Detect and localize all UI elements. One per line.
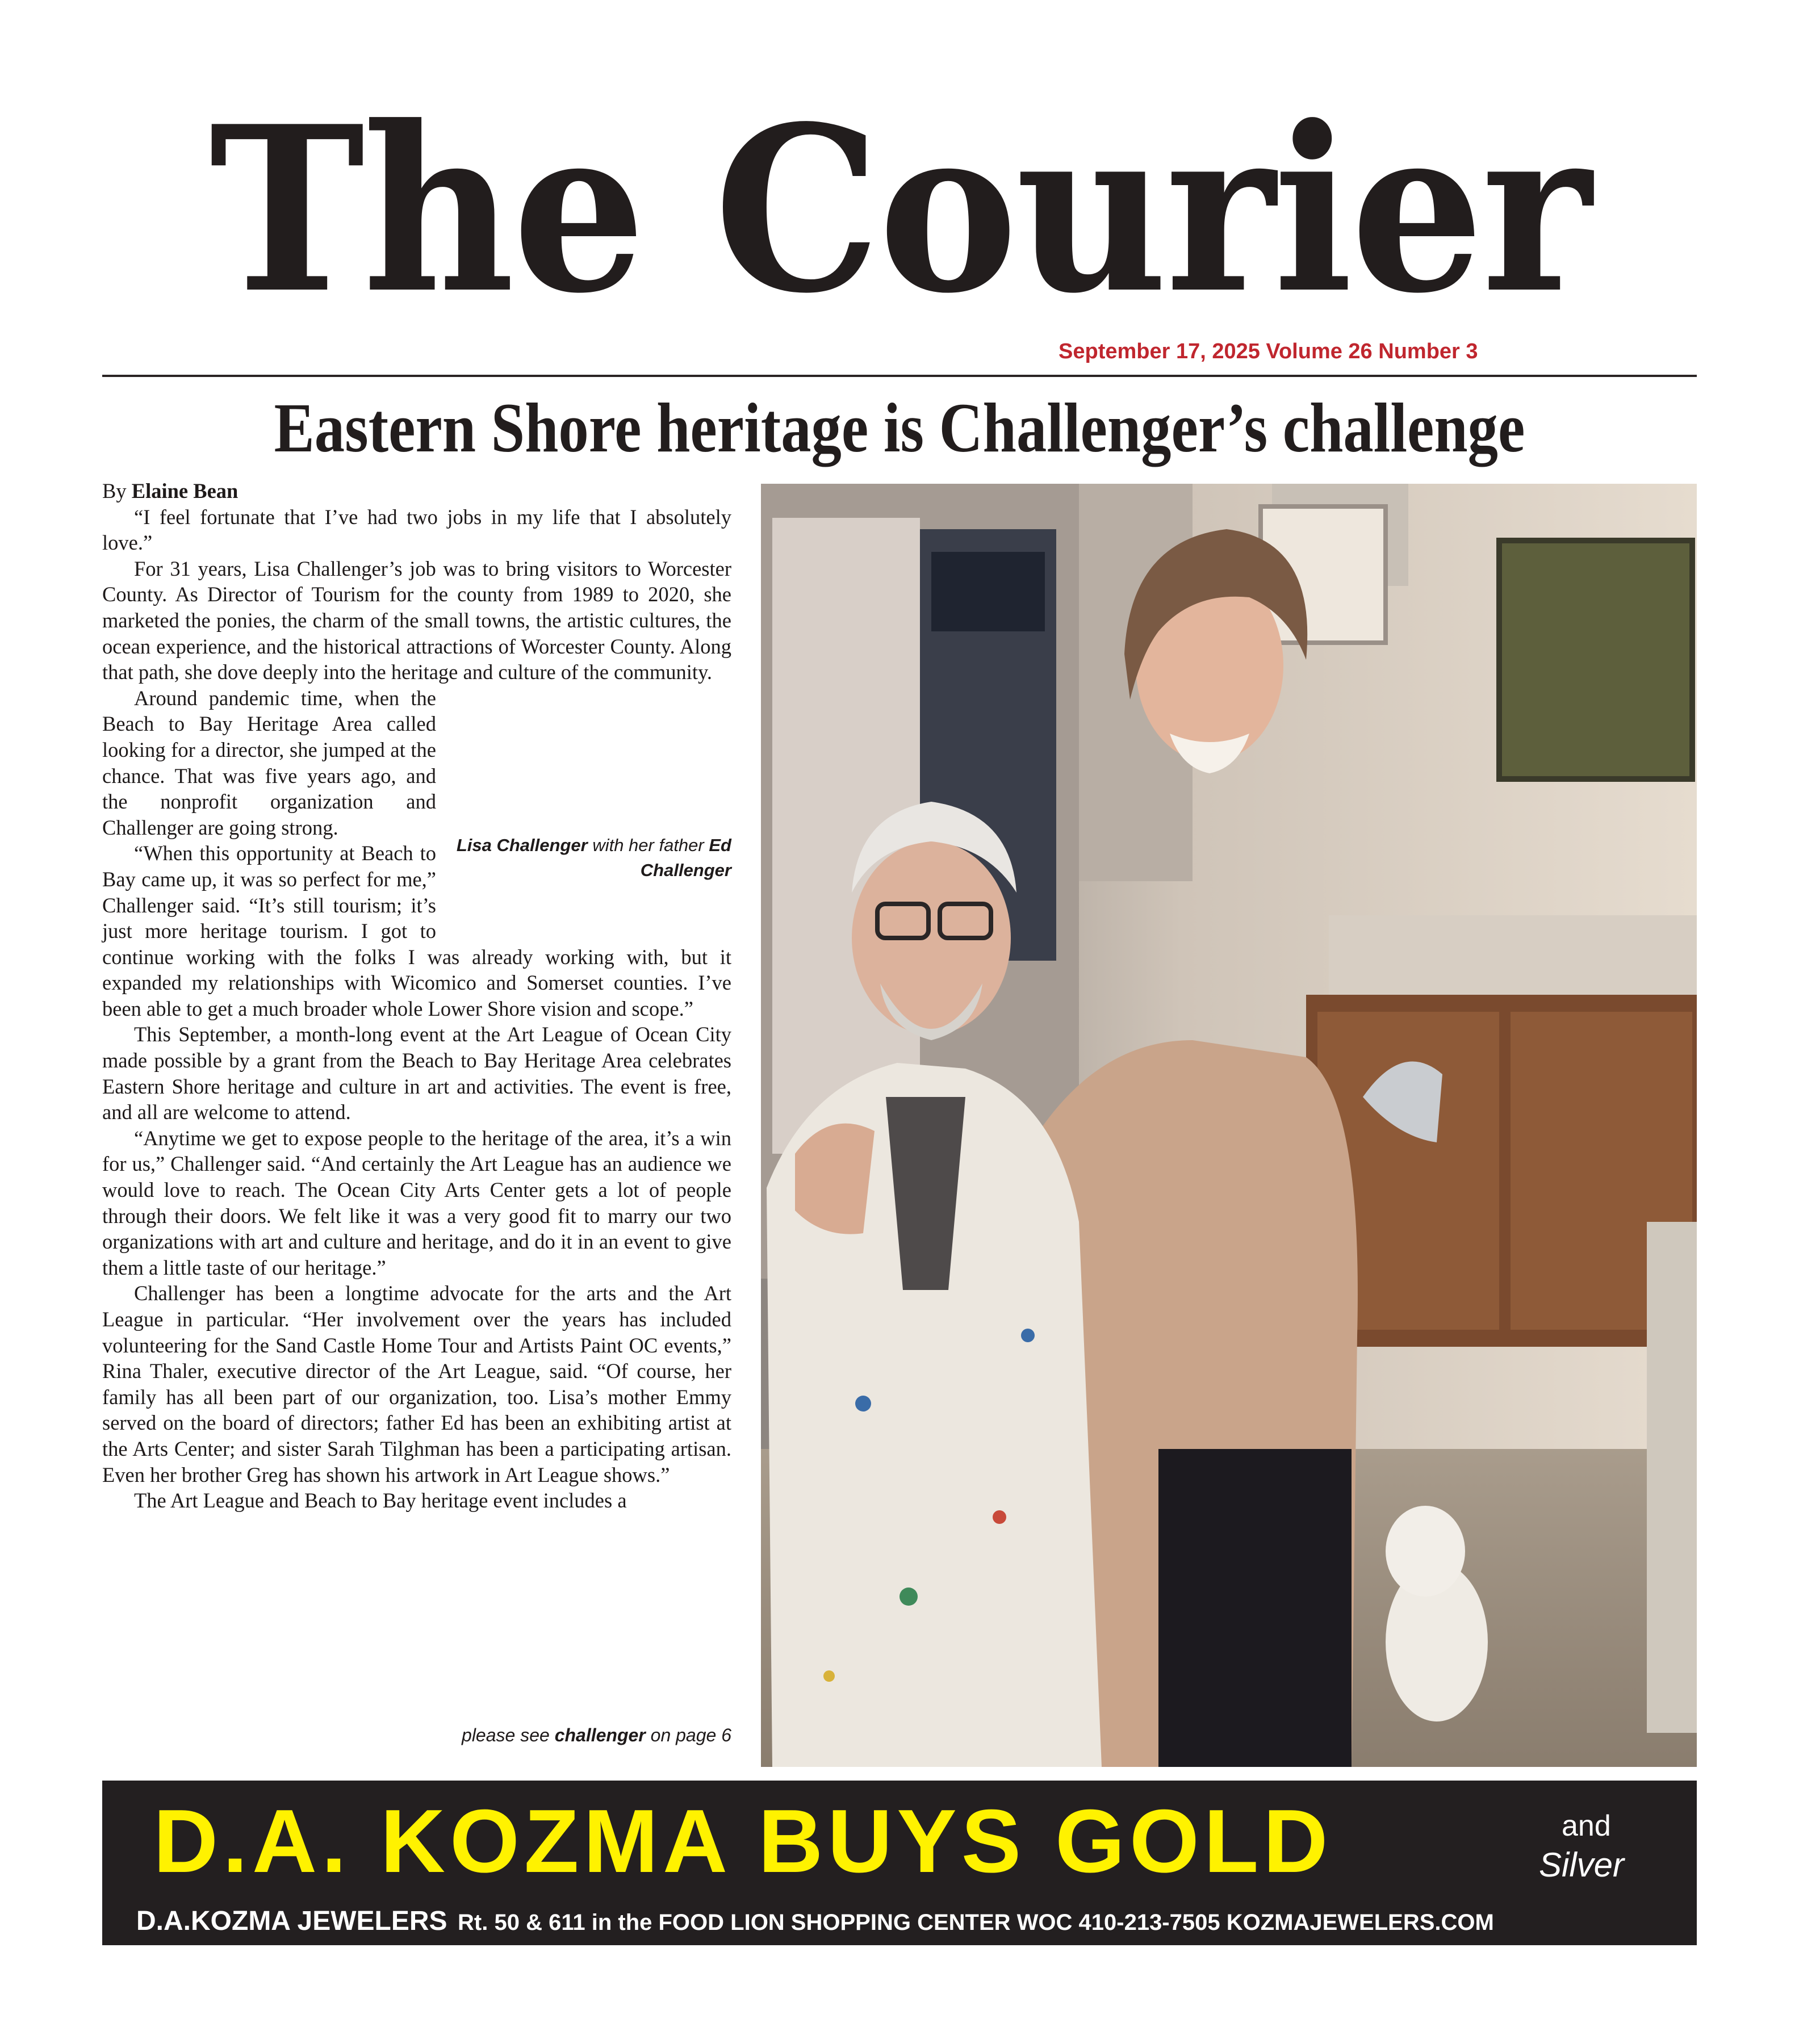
advertisement-banner[interactable]	[102, 1781, 1697, 1945]
article-headline: Eastern Shore heritage is Challenger’s challenge	[274, 389, 1525, 467]
article-paragraph: “Anytime we get to expose people to the heritage of the area, it’s a win for us,” Challenger said. “And certainly the Art League has an audience we would love to reach. The Ocean City Arts Center gets a lot of people through their doors. We felt like it was a very good fit to marry our two organizations with art and culture and heritage, and do it in an event to give them a little taste of our heritage.”	[102, 1126, 731, 1279]
jump-keyword: challenger	[554, 1725, 646, 1745]
masthead-divider	[102, 375, 1697, 377]
article-paragraph: The Art League and Beach to Bay heritage event includes a	[134, 1489, 627, 1513]
article-photo	[761, 484, 1697, 1767]
continued-on-page[interactable]	[102, 1725, 731, 1746]
ad-address-line: Rt. 50 & 611 in the FOOD LION SHOPPING CENTER WOC 410-213-7505 KOZMAJEWELERS.COM	[458, 1910, 1494, 1935]
ad-silver-text: Silver	[1539, 1846, 1625, 1884]
ad-and-text: and	[1562, 1810, 1611, 1842]
article-paragraph: Challenger has been a longtime advocate for the arts and the Art League in particular. “Her involvement over the years has included volunteering for the Sand Castle Home Tour and Artists Paint OC events,” Rina Thaler, executive director of the Art League, said. “Of course, her family has all been part of our organization, too. Lisa’s mother Emmy served on the board of directors; father Ed has been an exhibiting artist at the Arts Center; and sister Sarah Tilghman has been a participating artisan. Even her brother Greg has shown his artwork in Art League shows.”	[102, 1281, 731, 1486]
article-body	[102, 478, 731, 1767]
ad-footer	[136, 1905, 1670, 1937]
byline-prefix: By	[102, 479, 127, 502]
article-paragraph: For 31 years, Lisa Challenger’s job was to bring visitors to Worcester County. As Director of Tourism for the county from 1989 to 2020, she marketed the ponies, the charm of the small towns, the artistic cultures, the ocean experience, and the historical attractions of Worcester County. Along that path, she dove deeply into the heritage and culture of the community.	[102, 556, 731, 684]
article-paragraph: Around pandemic time, when the Beach to Bay Heritage Area called looking for a director, she jumped at the chance. That was five years ago, and the nonprofit organization and Challenger are going strong.	[102, 686, 436, 839]
article-paragraph: “When this opportunity at Beach to Bay came up, it was so perfect for me,” Challenger said. “It’s still tourism; it’s just more heritage tourism. I got to continue working with the folks I was already working with, but it expanded my relationships with Wicomico and Somerset counties. I’ve been able to get a much broader whole Lower Shore vision and scope.”	[102, 841, 731, 1020]
byline-author: Elaine Bean	[131, 479, 239, 502]
jump-prefix: please see	[462, 1725, 550, 1745]
jump-suffix: on page 6	[650, 1725, 731, 1745]
caption-subject-name: Lisa Challenger	[456, 835, 588, 855]
ad-business-name: D.A.KOZMA JEWELERS	[136, 1906, 447, 1936]
photo-illustration	[761, 484, 1697, 1767]
masthead-title: The Courier	[209, 77, 1590, 344]
byline	[102, 478, 731, 504]
article-paragraph: This September, a month-long event at the Art League of Ocean City made possible by a grant from the Beach to Bay Heritage Area celebrates Eastern Shore heritage and culture in art and activities. The event is free, and all are welcome to attend.	[102, 1023, 731, 1124]
dateline: September 17, 2025 Volume 26 Number 3	[1059, 340, 1478, 363]
article-paragraph: “I feel fortunate that I’ve had two jobs in my life that I absolutely love.”	[102, 505, 731, 555]
ad-headline: D.A. KOZMA BUYS GOLD	[153, 1791, 1333, 1891]
caption-relation: with her father	[592, 835, 704, 855]
photo-caption	[436, 685, 731, 935]
caption-father-name: Ed Challenger	[640, 835, 731, 880]
